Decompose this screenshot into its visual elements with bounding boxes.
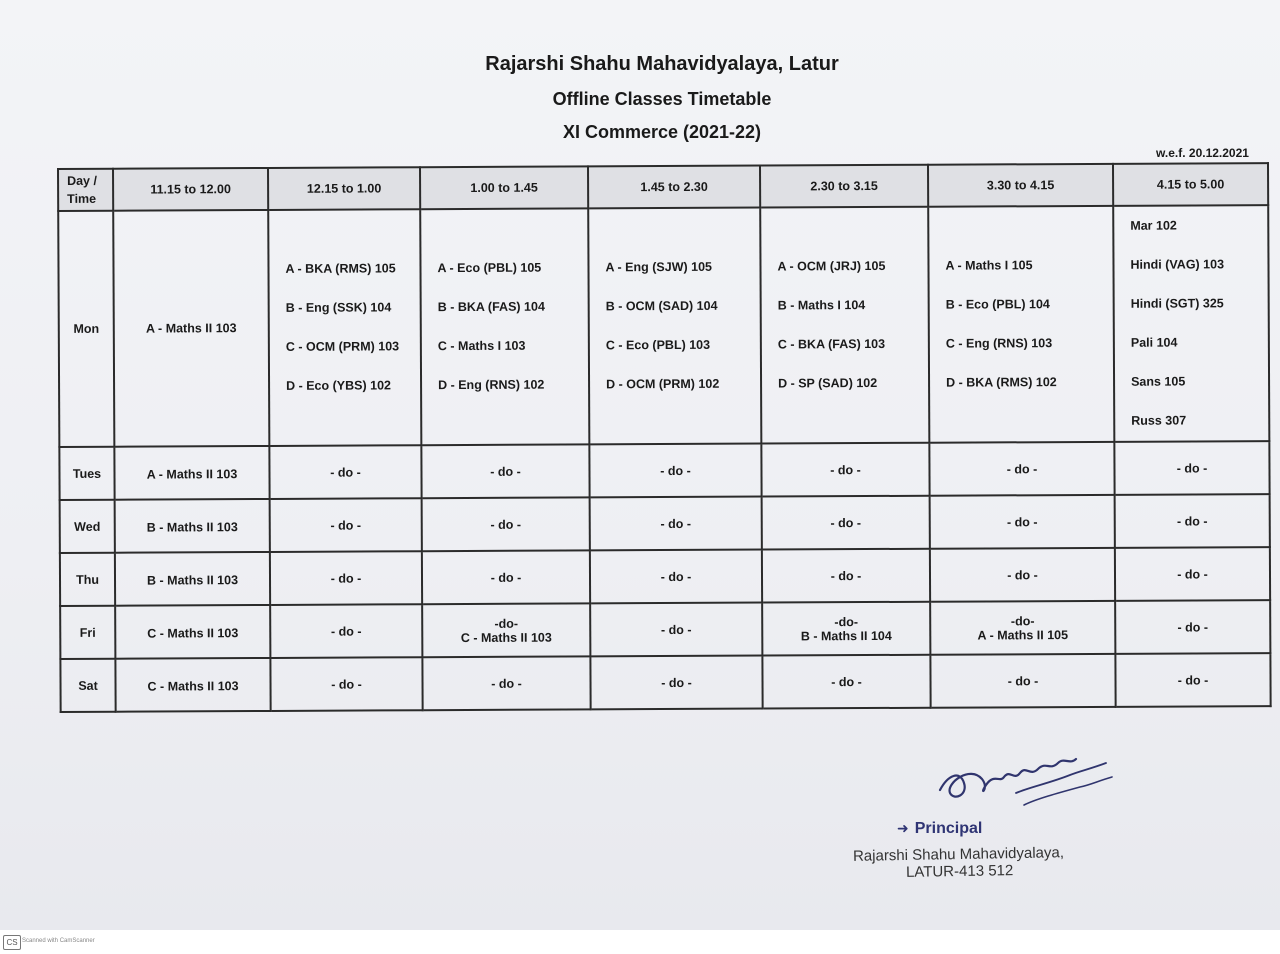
timetable-title: Offline Classes Timetable xyxy=(552,89,772,109)
table-cell xyxy=(760,207,929,444)
language-entry: Mar 102 xyxy=(1130,218,1177,233)
table-cell: - do - xyxy=(422,656,590,710)
slot-header: 2.30 to 3.15 xyxy=(760,165,928,208)
table-cell: - do - xyxy=(270,657,422,711)
table-cell xyxy=(268,209,421,446)
table-cell: - do - xyxy=(929,442,1114,496)
class-entry: A - BKA (RMS) 105 xyxy=(285,261,396,276)
stamp-college: Rajarshi Shahu Mahavidyalaya, xyxy=(852,844,1065,865)
time-label: Time xyxy=(67,191,97,206)
class-entry: A - Eco (PBL) 105 xyxy=(437,260,542,276)
table-cell: - do - xyxy=(1115,600,1270,654)
table-row xyxy=(60,494,1270,553)
table-cell: - do - xyxy=(930,495,1115,549)
class-entry: A - OCM (JRJ) 105 xyxy=(777,258,886,274)
day-cell: Thu xyxy=(60,553,115,606)
institution-name: Rajarshi Shahu Mahavidyalaya, Latur xyxy=(485,53,839,75)
class-entry: D - Eco (YBS) 102 xyxy=(286,378,391,393)
table-cell: - do - xyxy=(270,551,422,605)
language-entry: Hindi (SGT) 325 xyxy=(1130,296,1224,311)
day-time-header xyxy=(58,169,113,211)
class-entry: A - Maths I 105 xyxy=(945,258,1033,273)
table-cell: - do - xyxy=(590,497,762,551)
class-entry: C - Eco (PBL) 103 xyxy=(605,337,711,353)
camscanner-logo-icon: CS xyxy=(3,935,21,950)
table-row xyxy=(60,600,1270,659)
table-cell: - do - xyxy=(762,496,930,550)
table-cell: - do - xyxy=(762,655,930,709)
language-entry: Hindi (VAG) 103 xyxy=(1130,257,1225,272)
slot-header: 12.15 to 1.00 xyxy=(268,167,420,210)
table-cell xyxy=(1113,205,1269,442)
slot-header: 11.15 to 12.00 xyxy=(113,168,268,211)
class-entry: D - OCM (PRM) 102 xyxy=(606,376,720,392)
table-cell xyxy=(588,208,761,445)
day-cell: Fri xyxy=(60,606,115,659)
table-cell: - do - xyxy=(269,445,421,499)
slot-header: 1.45 to 2.30 xyxy=(588,166,760,209)
table-cell: - do - xyxy=(590,603,762,657)
class-entry: B - BKA (FAS) 104 xyxy=(437,299,545,315)
principal-role: Principal xyxy=(914,820,983,837)
table-cell xyxy=(115,658,270,712)
class-entry: B - Maths II 103 xyxy=(146,572,239,588)
table-cell: - do - xyxy=(1115,494,1270,548)
class-entry: A - Maths II 105 xyxy=(977,627,1069,643)
table-cell: - do - xyxy=(589,444,761,498)
class-entry: B - Maths II 103 xyxy=(146,519,238,535)
table-cell: - do - xyxy=(270,604,422,658)
slot-header: 3.30 to 4.15 xyxy=(928,164,1113,207)
ditto-mark: -do- xyxy=(834,614,859,629)
language-entry: Sans 105 xyxy=(1131,374,1186,389)
scanner-label: Scanned with CamScanner xyxy=(22,938,95,944)
stamp-city: LATUR-413 512 xyxy=(905,862,1014,881)
ditto-mark: -do- xyxy=(494,616,519,631)
day-cell: Mon xyxy=(58,211,114,447)
class-entry: C - OCM (PRM) 103 xyxy=(285,339,400,354)
table-row xyxy=(59,441,1269,500)
day-label: Day / xyxy=(67,173,97,188)
table-cell: - do - xyxy=(422,550,590,604)
class-entry: C - BKA (FAS) 103 xyxy=(777,336,886,352)
class-entry: C - Eng (RNS) 103 xyxy=(945,336,1053,351)
class-entry: B - Eng (SSK) 104 xyxy=(285,300,392,315)
class-entry: D - SP (SAD) 102 xyxy=(778,375,878,391)
table-cell: - do - xyxy=(590,550,762,604)
table-cell: - do - xyxy=(762,549,930,603)
class-entry: C - Maths II 103 xyxy=(147,625,239,641)
arrow-mark-icon: ➜ xyxy=(897,820,909,836)
effective-date: w.e.f. 20.12.2021 xyxy=(1156,146,1249,160)
header-row xyxy=(58,163,1268,211)
table-cell: - do - xyxy=(422,497,590,551)
class-entry: D - Eng (RNS) 102 xyxy=(438,377,545,393)
class-entry: B - Maths II 104 xyxy=(800,628,892,643)
table-cell: - do - xyxy=(1115,547,1270,601)
table-cell xyxy=(115,605,270,659)
table-cell xyxy=(422,603,590,657)
table-cell: - do - xyxy=(930,548,1115,602)
table-cell: - do - xyxy=(270,498,422,552)
class-entry: B - Maths I 104 xyxy=(777,298,866,313)
table-cell: - do - xyxy=(590,656,762,710)
slot-header: 4.15 to 5.00 xyxy=(1113,163,1268,206)
class-entry: C - Maths II 103 xyxy=(460,630,552,645)
table-cell xyxy=(930,601,1115,655)
day-cell: Tues xyxy=(59,447,114,500)
class-entry: B - Eco (PBL) 104 xyxy=(945,297,1050,312)
day-cell: Sat xyxy=(60,659,115,712)
table-cell: - do - xyxy=(930,654,1115,708)
table-row xyxy=(60,653,1270,712)
slot-header: 1.00 to 1.45 xyxy=(420,166,588,209)
timetable xyxy=(57,162,1272,713)
table-cell: A - Maths II 103 xyxy=(113,210,269,447)
ditto-mark: -do- xyxy=(1010,613,1035,628)
table-cell xyxy=(115,552,270,606)
principal-stamp xyxy=(897,820,982,838)
day-cell: Wed xyxy=(60,500,115,553)
language-entry: Russ 307 xyxy=(1131,413,1187,428)
table-cell: - do - xyxy=(1115,653,1270,707)
table-row xyxy=(60,547,1270,606)
table-cell: - do - xyxy=(1114,441,1269,495)
table-cell xyxy=(762,602,930,656)
class-entry: A - Maths II 103 xyxy=(146,466,238,482)
class-name: XI Commerce (2021-22) xyxy=(562,122,762,142)
table-cell xyxy=(114,446,269,500)
class-entry: D - BKA (RMS) 102 xyxy=(946,375,1057,390)
scanner-footer xyxy=(0,930,1280,954)
class-entry: A - Eng (SJW) 105 xyxy=(605,259,713,275)
table-cell xyxy=(928,206,1114,443)
class-entry: C - Maths I 103 xyxy=(437,338,526,354)
table-cell xyxy=(115,499,270,553)
class-entry: C - Maths II 103 xyxy=(147,678,239,694)
language-entry: Pali 104 xyxy=(1130,335,1178,350)
class-entry: B - OCM (SAD) 104 xyxy=(605,298,718,314)
principal-signature xyxy=(930,735,1120,815)
table-row xyxy=(58,205,1269,447)
table-cell: - do - xyxy=(761,443,929,497)
table-cell xyxy=(420,208,589,445)
table-cell: - do - xyxy=(421,444,589,498)
